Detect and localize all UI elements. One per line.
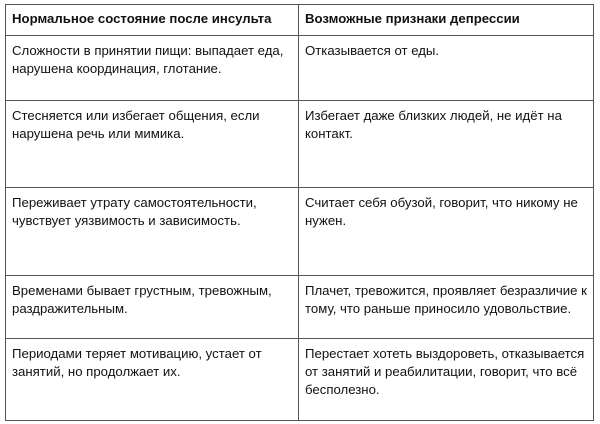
table-row: [6, 339, 594, 421]
table-header: [6, 5, 594, 36]
table-row: [6, 36, 594, 101]
cell-normal-text: Периодами теряет мотивацию, устает от занятий, но продолжает их.: [12, 346, 262, 379]
table-row: [6, 188, 594, 276]
cell-normal: [6, 276, 299, 339]
cell-depression: [299, 101, 594, 188]
cell-depression: [299, 188, 594, 276]
cell-depression-text: Плачет, тревожится, проявляет безразличие к тому, что раньше приносило удовольствие.: [305, 283, 587, 316]
cell-depression-text: Перестает хотеть выздороветь, отказывается от занятий и реабилитации, говорит, что всё бесполезно.: [305, 346, 585, 397]
cell-depression-text: Считает себя обузой, говорит, что никому не нужен.: [305, 195, 578, 228]
cell-normal: [6, 101, 299, 188]
header-depression-signs: Возможные признаки депрессии: [299, 5, 594, 36]
cell-depression: [299, 276, 594, 339]
cell-normal: [6, 36, 299, 101]
cell-depression-text: Избегает даже близких людей, не идёт на контакт.: [305, 108, 562, 141]
table-row: [6, 276, 594, 339]
cell-normal: [6, 339, 299, 421]
header-row: [6, 5, 594, 36]
cell-depression-text: Отказывается от еды.: [305, 43, 440, 58]
comparison-table: [5, 4, 594, 421]
cell-depression: [299, 36, 594, 101]
cell-normal-text: Сложности в принятии пищи: выпадает еда, нарушена координация, глотание.: [12, 43, 284, 76]
cell-depression: [299, 339, 594, 421]
cell-normal-text: Переживает утрату самостоятельности, чувствует уязвимость и зависимость.: [12, 195, 257, 228]
cell-normal-text: Стесняется или избегает общения, если нарушена речь или мимика.: [12, 108, 260, 141]
cell-normal: [6, 188, 299, 276]
header-normal-state: Нормальное состояние после инсульта: [6, 5, 299, 36]
table-body: [6, 36, 594, 421]
table-row: [6, 101, 594, 188]
cell-normal-text: Временами бывает грустным, тревожным, раздражительным.: [12, 283, 272, 316]
